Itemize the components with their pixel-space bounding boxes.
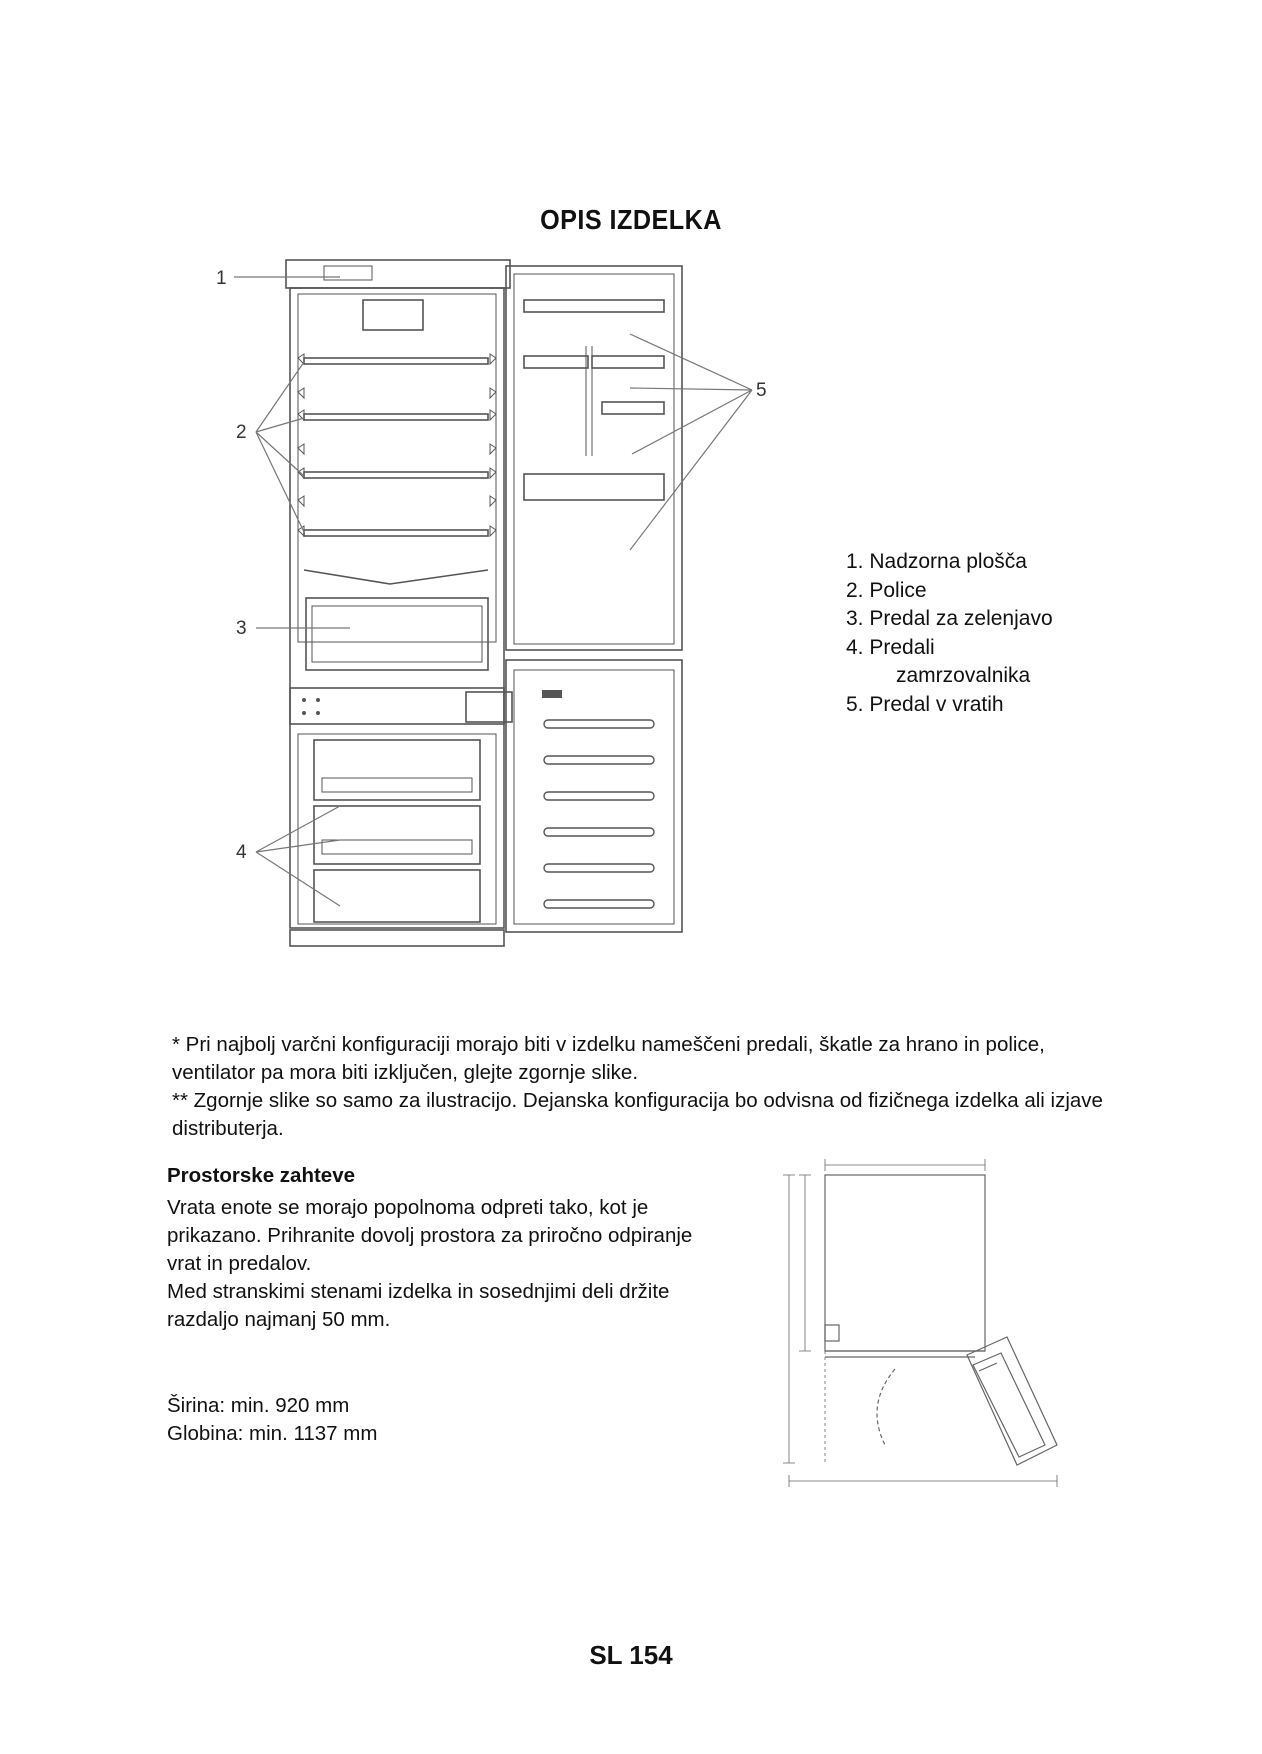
installation-diagram [775, 1145, 1095, 1505]
freezer-door [506, 660, 682, 932]
door-bins [524, 300, 664, 500]
legend-item: 3. Predal za zelenjavo [846, 607, 1053, 630]
diagram-label-1: 1 [216, 268, 227, 289]
freezer-drawers [314, 740, 480, 922]
legend-item: 1. Nadzorna plošča [846, 550, 1027, 573]
space-paragraph-2: Med stranskimi stenami izdelka in sosednjimi deli držite razdaljo najmanj 50 mm. [167, 1280, 670, 1331]
fridge-diagram [200, 250, 767, 1020]
depth-requirement: Globina: min. 1137 mm [167, 1422, 378, 1445]
legend-item-continued: zamrzovalnika [896, 664, 1031, 687]
note-1: * Pri najbolj varčni konfiguraciji morajo biti v izdelku nameščeni predali, škatle za hrano in police, ventilator pa mora biti izključen, glejte zgornje slike. [172, 1033, 1045, 1084]
legend-item: 4. Predali [846, 635, 935, 659]
freezer-door-ribs [542, 690, 654, 908]
control-panel [286, 260, 510, 288]
page-title: OPIS IZDELKA [540, 204, 722, 235]
space-paragraph-1: Vrata enote se morajo popolnoma odpreti tako, kot je prikazano. Prihranite dovolj prostora za priročno odpiranje vrat in predalov. [167, 1196, 693, 1275]
legend-item: 5. Predal v vratih [846, 692, 1004, 716]
diagram-label-5: 5 [756, 380, 767, 401]
page-number: SL 154 [589, 1640, 673, 1670]
notes [172, 1031, 1112, 1143]
parts-legend [846, 548, 1053, 719]
note-2: ** Zgornje slike so samo za ilustracijo. Dejanska konfiguracija bo odvisna od fizičnega izdelka ali izjave distributerja. [172, 1089, 1103, 1140]
crisper-drawer [306, 598, 488, 670]
fridge-compartment [290, 288, 504, 928]
diagram-label-2: 2 [236, 422, 247, 443]
dimensions [167, 1392, 377, 1448]
diagram-label-3: 3 [236, 618, 247, 639]
section-heading: Prostorske zahteve [167, 1164, 356, 1187]
shelves [304, 358, 488, 584]
space-requirements [167, 1162, 727, 1334]
fridge-door [506, 266, 682, 650]
diagram-label-4: 4 [236, 842, 247, 863]
legend-item: 2. Police [846, 578, 927, 602]
width-requirement: Širina: min. 920 mm [167, 1394, 350, 1417]
